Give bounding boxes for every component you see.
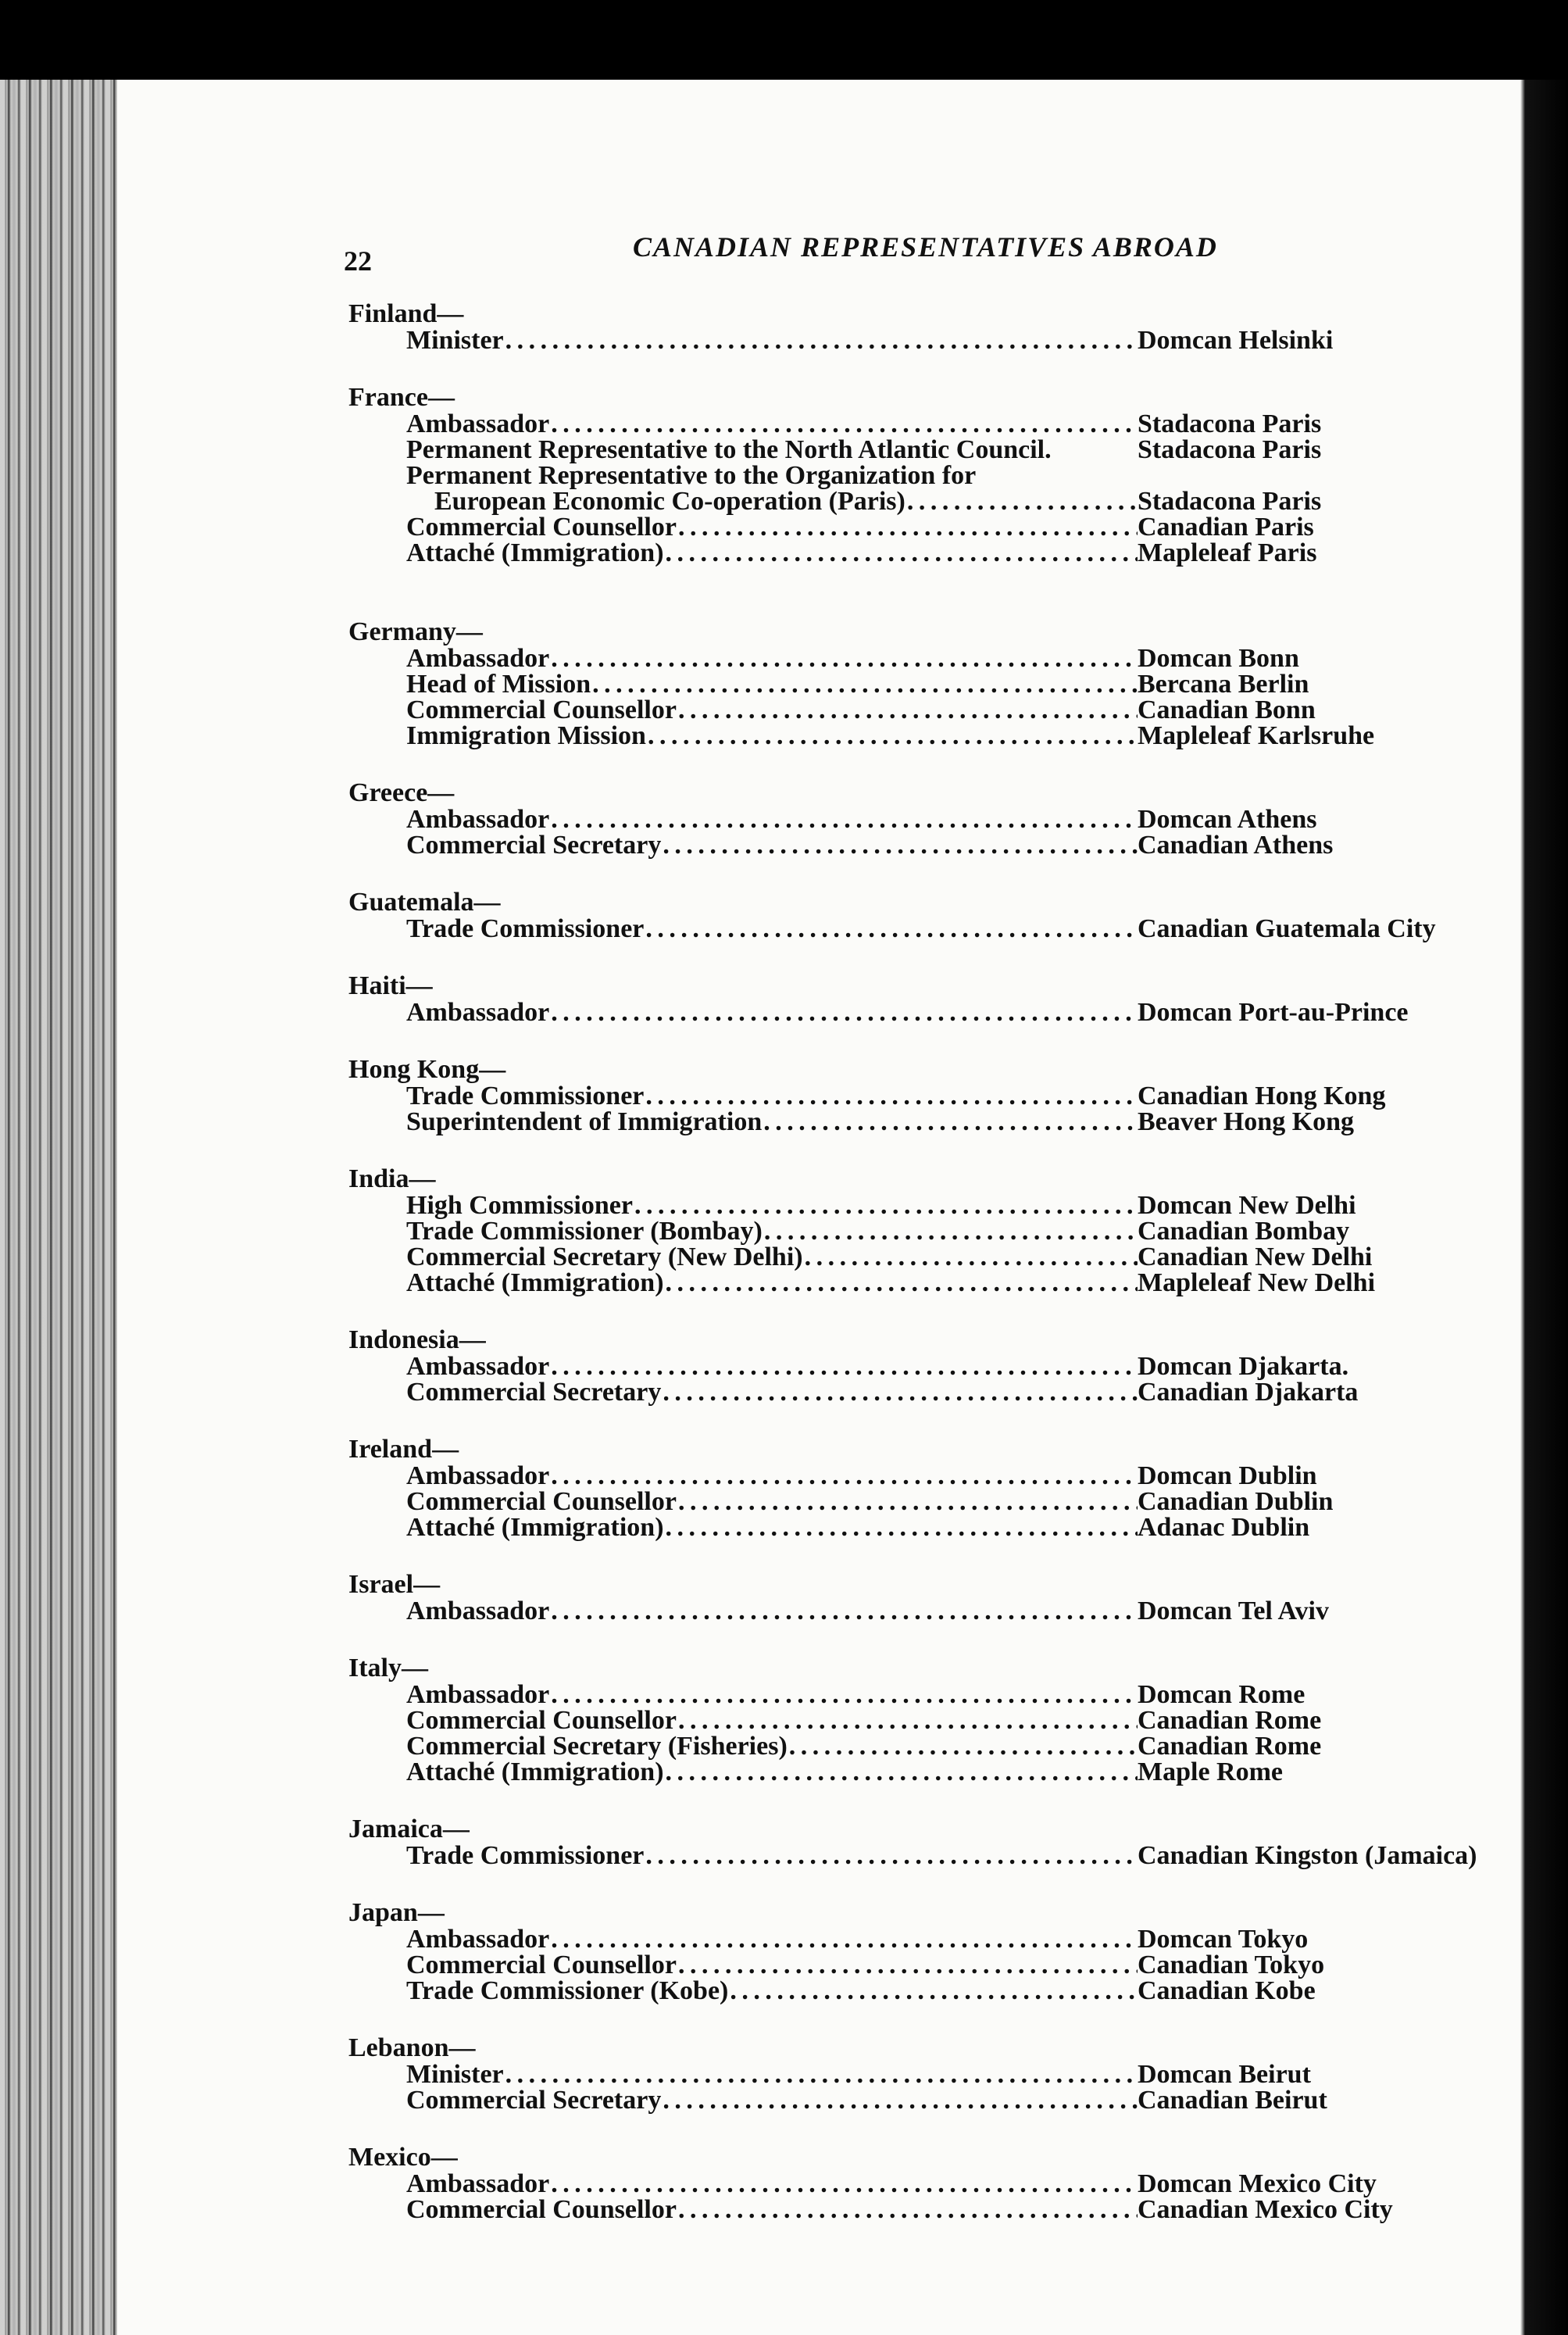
entry-line <box>406 1353 1138 1379</box>
entry-role: Minister <box>406 2060 504 2089</box>
country-block <box>348 889 1473 942</box>
country-name: France— <box>348 383 455 412</box>
entry-role: Superintendent of Immigration <box>406 1107 763 1136</box>
entry-line <box>406 832 1138 858</box>
entry-role: Commercial Counsellor <box>406 513 677 542</box>
country-name: Mexico— <box>348 2143 458 2172</box>
country-block <box>348 1166 1473 1296</box>
directory-entry <box>348 1109 1473 1135</box>
directory-entry <box>348 1952 1473 1978</box>
entry-line <box>406 1244 1138 1270</box>
directory-entry <box>348 697 1473 723</box>
entry-line <box>406 1193 1138 1218</box>
entry-line <box>406 1926 1138 1952</box>
telegraphic-address: Mapleleaf Karlsruhe <box>1138 721 1375 750</box>
dot-leader <box>591 671 1138 697</box>
dot-leader <box>664 1270 1138 1296</box>
country-block <box>348 1327 1473 1405</box>
entry-role: Commercial Counsellor <box>406 1487 677 1516</box>
telegraphic-address: Domcan Dublin <box>1138 1461 1317 1490</box>
entry-role: Ambassador <box>406 1680 550 1709</box>
dot-leader <box>633 1193 1138 1218</box>
country-block <box>348 301 1473 353</box>
country-name: India— <box>348 1164 436 1193</box>
entry-role: Commercial Secretary (Fisheries) <box>406 1732 788 1761</box>
entry-line <box>406 645 1138 671</box>
directory-entry <box>348 1514 1473 1540</box>
directory-entry <box>348 1193 1473 1218</box>
entry-line <box>406 1598 1138 1624</box>
telegraphic-address: Domcan Tel Aviv <box>1138 1597 1329 1625</box>
entry-role: Minister <box>406 326 504 355</box>
entry-line <box>406 540 1138 566</box>
country-name: Ireland— <box>348 1435 459 1464</box>
entry-role: Ambassador <box>406 1925 550 1954</box>
page-number: 22 <box>344 245 372 277</box>
directory-entry <box>348 1218 1473 1244</box>
country-name: Finland— <box>348 299 464 328</box>
telegraphic-address: Stadacona Paris <box>1138 409 1322 438</box>
entry-role: Attaché (Immigration) <box>406 1513 664 1542</box>
entry-role: Commercial Counsellor <box>406 1706 677 1735</box>
directory-entry <box>348 1353 1473 1379</box>
telegraphic-address: Canadian New Delhi <box>1138 1243 1373 1271</box>
telegraphic-address: Domcan Athens <box>1138 805 1317 834</box>
representatives-directory <box>348 299 1477 2254</box>
country-block <box>348 384 1473 566</box>
entry-line <box>406 411 1138 437</box>
entry-line <box>406 1682 1138 1707</box>
dot-leader <box>504 327 1138 353</box>
country-name: Guatemala— <box>348 888 501 917</box>
dot-leader <box>549 2171 1138 2197</box>
directory-entry <box>348 540 1473 566</box>
dot-leader <box>549 1682 1138 1707</box>
entry-role: Attaché (Immigration) <box>406 1268 664 1297</box>
dot-leader <box>763 1218 1138 1244</box>
entry-role: Commercial Secretary <box>406 2086 662 2115</box>
dot-leader <box>549 1463 1138 1489</box>
entry-line <box>434 488 1138 514</box>
dot-leader <box>762 1109 1138 1135</box>
entry-line <box>406 723 1138 749</box>
directory-entry <box>348 1926 1473 1952</box>
entry-role: High Commissioner <box>406 1191 633 1220</box>
dot-leader <box>677 697 1138 723</box>
directory-entry <box>348 488 1473 514</box>
entry-line <box>406 1514 1138 1540</box>
directory-entry <box>348 723 1473 749</box>
country-name: Lebanon— <box>348 2033 476 2062</box>
entry-role: Commercial Secretary (New Delhi) <box>406 1243 803 1271</box>
telegraphic-address: Canadian Beirut <box>1138 2086 1327 2115</box>
entry-line <box>406 1843 1138 1868</box>
directory-entry <box>348 1244 1473 1270</box>
country-name: Japan— <box>348 1898 445 1927</box>
entry-line <box>406 916 1138 942</box>
entry-role: Ambassador <box>406 1352 550 1381</box>
entry-role: Attaché (Immigration) <box>406 1758 664 1786</box>
telegraphic-address: Mapleleaf New Delhi <box>1138 1268 1376 1297</box>
directory-entry <box>348 2197 1473 2222</box>
directory-entry <box>348 1463 1473 1489</box>
telegraphic-address: Canadian Guatemala City <box>1138 914 1436 943</box>
telegraphic-address: Canadian Kingston (Jamaica) <box>1138 1841 1477 1870</box>
country-name: Italy— <box>348 1654 428 1682</box>
entry-role: Commercial Secretary <box>406 831 662 860</box>
dot-leader <box>661 2087 1138 2113</box>
entry-role: Trade Commissioner <box>406 1082 645 1110</box>
telegraphic-address: Domcan Rome <box>1138 1680 1305 1709</box>
country-block <box>348 1572 1473 1624</box>
entry-line <box>406 1733 1138 1759</box>
dot-leader <box>788 1733 1138 1759</box>
directory-entry <box>348 463 1473 488</box>
directory-entry <box>348 806 1473 832</box>
entry-line <box>406 1489 1138 1514</box>
telegraphic-address: Mapleleaf Paris <box>1138 538 1317 567</box>
dot-leader <box>661 832 1138 858</box>
directory-entry <box>348 1841 1477 1870</box>
entry-line <box>406 1379 1138 1405</box>
country-name: Germany— <box>348 617 483 646</box>
dot-leader <box>644 1083 1138 1109</box>
country-name: Indonesia— <box>348 1325 486 1354</box>
telegraphic-address: Canadian Hong Kong <box>1138 1082 1386 1110</box>
entry-line <box>406 671 1138 697</box>
page-header <box>344 231 1469 277</box>
entry-role: Ambassador <box>406 1597 550 1625</box>
dot-leader <box>677 1952 1138 1978</box>
telegraphic-address: Maple Rome <box>1138 1758 1284 1786</box>
entry-line <box>406 1083 1138 1109</box>
telegraphic-address: Domcan New Delhi <box>1138 1191 1356 1220</box>
telegraphic-address: Canadian Bonn <box>1138 695 1316 724</box>
dot-leader <box>549 1598 1138 1624</box>
entry-line <box>406 1978 1138 2004</box>
telegraphic-address: Adanac Dublin <box>1138 1513 1310 1542</box>
entry-role: Trade Commissioner <box>406 914 645 943</box>
country-block <box>348 2035 1473 2113</box>
telegraphic-address: Canadian Bombay <box>1138 1217 1350 1246</box>
country-block <box>348 973 1473 1025</box>
telegraphic-address: Canadian Athens <box>1138 831 1334 860</box>
telegraphic-address: Beaver Hong Kong <box>1138 1107 1355 1136</box>
dot-leader <box>677 1489 1138 1514</box>
country-block <box>348 780 1473 858</box>
entry-role: European Economic Co-operation (Paris) <box>434 487 905 516</box>
entry-role: Head of Mission <box>406 670 591 699</box>
directory-entry <box>348 1978 1473 2004</box>
entry-role: Attaché (Immigration) <box>406 538 664 567</box>
telegraphic-address: Domcan Bonn <box>1138 644 1299 673</box>
directory-entry <box>348 437 1473 463</box>
country-block <box>348 619 1473 749</box>
directory-entry <box>348 2061 1473 2087</box>
country-name: Israel— <box>348 1570 441 1599</box>
entry-role: Commercial Counsellor <box>406 2195 677 2224</box>
entry-line <box>406 1759 1138 1785</box>
dot-leader <box>661 1379 1138 1405</box>
telegraphic-address: Stadacona Paris <box>1138 487 1322 516</box>
dot-leader <box>905 488 1138 514</box>
directory-entry <box>348 1598 1473 1624</box>
telegraphic-address: Canadian Paris <box>1138 513 1314 542</box>
telegraphic-address: Canadian Djakarta <box>1138 1378 1359 1407</box>
dot-leader <box>549 411 1138 437</box>
country-block <box>348 2144 1473 2222</box>
entry-role: Commercial Counsellor <box>406 695 677 724</box>
telegraphic-address: Domcan Tokyo <box>1138 1925 1309 1954</box>
entry-line <box>406 2087 1138 2113</box>
directory-entry <box>348 1682 1473 1707</box>
telegraphic-address: Canadian Tokyo <box>1138 1951 1325 1979</box>
dot-leader <box>549 1926 1138 1952</box>
telegraphic-address: Domcan Helsinki <box>1138 326 1334 355</box>
dot-leader <box>644 1843 1138 1868</box>
entry-role: Trade Commissioner <box>406 1841 645 1870</box>
entry-role: Commercial Counsellor <box>406 1951 677 1979</box>
dot-leader <box>664 540 1138 566</box>
telegraphic-address: Bercana Berlin <box>1138 670 1309 699</box>
entry-role: Trade Commissioner (Bombay) <box>406 1217 763 1246</box>
entry-line <box>406 2197 1138 2222</box>
dot-leader <box>677 2197 1138 2222</box>
country-name: Jamaica— <box>348 1815 470 1843</box>
entry-line <box>406 806 1138 832</box>
entry-role: Ambassador <box>406 409 550 438</box>
entry-line <box>406 1952 1138 1978</box>
entry-role: Ambassador <box>406 805 550 834</box>
dot-leader <box>664 1759 1138 1785</box>
directory-entry <box>348 1489 1473 1514</box>
telegraphic-address: Domcan Beirut <box>1138 2060 1311 2089</box>
directory-entry <box>348 999 1473 1025</box>
entry-line <box>406 697 1138 723</box>
telegraphic-address: Canadian Mexico City <box>1138 2195 1393 2224</box>
country-block <box>348 1436 1473 1540</box>
country-name: Greece— <box>348 778 455 807</box>
telegraphic-address: Domcan Djakarta. <box>1138 1352 1349 1381</box>
entry-role: Immigration Mission <box>406 721 646 750</box>
entry-line <box>406 1463 1138 1489</box>
dot-leader <box>677 1707 1138 1733</box>
dot-leader <box>549 1353 1138 1379</box>
entry-role: Permanent Representative to the North Atlantic Council. <box>406 435 1052 464</box>
directory-entry <box>348 1733 1473 1759</box>
country-block <box>348 1655 1473 1785</box>
book-binding-edge <box>1516 80 1568 2335</box>
entry-role: Ambassador <box>406 2169 550 2198</box>
directory-entry <box>348 1379 1473 1405</box>
entry-line <box>406 514 1138 540</box>
entry-line <box>406 1109 1138 1135</box>
dot-leader <box>803 1244 1138 1270</box>
telegraphic-address: Domcan Mexico City <box>1138 2169 1377 2198</box>
telegraphic-address: Canadian Kobe <box>1138 1976 1316 2005</box>
running-title: CANADIAN REPRESENTATIVES ABROAD <box>633 231 1218 263</box>
directory-entry <box>348 1707 1473 1733</box>
dot-leader <box>677 514 1138 540</box>
telegraphic-address: Domcan Port-au-Prince <box>1138 998 1409 1027</box>
dot-leader <box>504 2061 1138 2087</box>
entry-role: Permanent Representative to the Organization for <box>406 461 977 490</box>
country-name: Hong Kong— <box>348 1055 506 1084</box>
dot-leader <box>728 1978 1138 2004</box>
entry-role: Commercial Secretary <box>406 1378 662 1407</box>
entry-role: Ambassador <box>406 644 550 673</box>
directory-entry <box>348 514 1473 540</box>
entry-role: Ambassador <box>406 998 550 1027</box>
dot-leader <box>644 916 1138 942</box>
telegraphic-address: Canadian Rome <box>1138 1732 1322 1761</box>
directory-entry <box>348 1083 1473 1109</box>
entry-line <box>406 1270 1138 1296</box>
entry-line <box>406 463 1138 488</box>
directory-entry <box>348 1270 1473 1296</box>
entry-line <box>406 437 1138 463</box>
country-block <box>348 1815 1477 1870</box>
entry-line <box>406 2061 1138 2087</box>
entry-line <box>406 1707 1138 1733</box>
directory-entry <box>348 2087 1473 2113</box>
directory-entry <box>348 1759 1473 1785</box>
directory-entry <box>348 2171 1473 2197</box>
entry-role: Trade Commissioner (Kobe) <box>406 1976 729 2005</box>
directory-entry <box>348 916 1473 942</box>
directory-entry <box>348 327 1473 353</box>
directory-entry <box>348 832 1473 858</box>
telegraphic-address: Canadian Rome <box>1138 1706 1322 1735</box>
entry-role: Ambassador <box>406 1461 550 1490</box>
directory-entry <box>348 671 1473 697</box>
directory-entry <box>348 645 1473 671</box>
dot-leader <box>664 1514 1138 1540</box>
dot-leader <box>549 806 1138 832</box>
entry-line <box>406 327 1138 353</box>
entry-line <box>406 999 1138 1025</box>
dot-leader <box>646 723 1138 749</box>
telegraphic-address: Canadian Dublin <box>1138 1487 1334 1516</box>
country-block <box>348 1057 1473 1135</box>
telegraphic-address: Stadacona Paris <box>1138 435 1322 464</box>
country-block <box>348 1900 1473 2004</box>
directory-entry <box>348 411 1473 437</box>
entry-line <box>406 2171 1138 2197</box>
dot-leader <box>549 645 1138 671</box>
dot-leader <box>549 999 1138 1025</box>
country-name: Haiti— <box>348 971 433 1000</box>
entry-line <box>406 1218 1138 1244</box>
